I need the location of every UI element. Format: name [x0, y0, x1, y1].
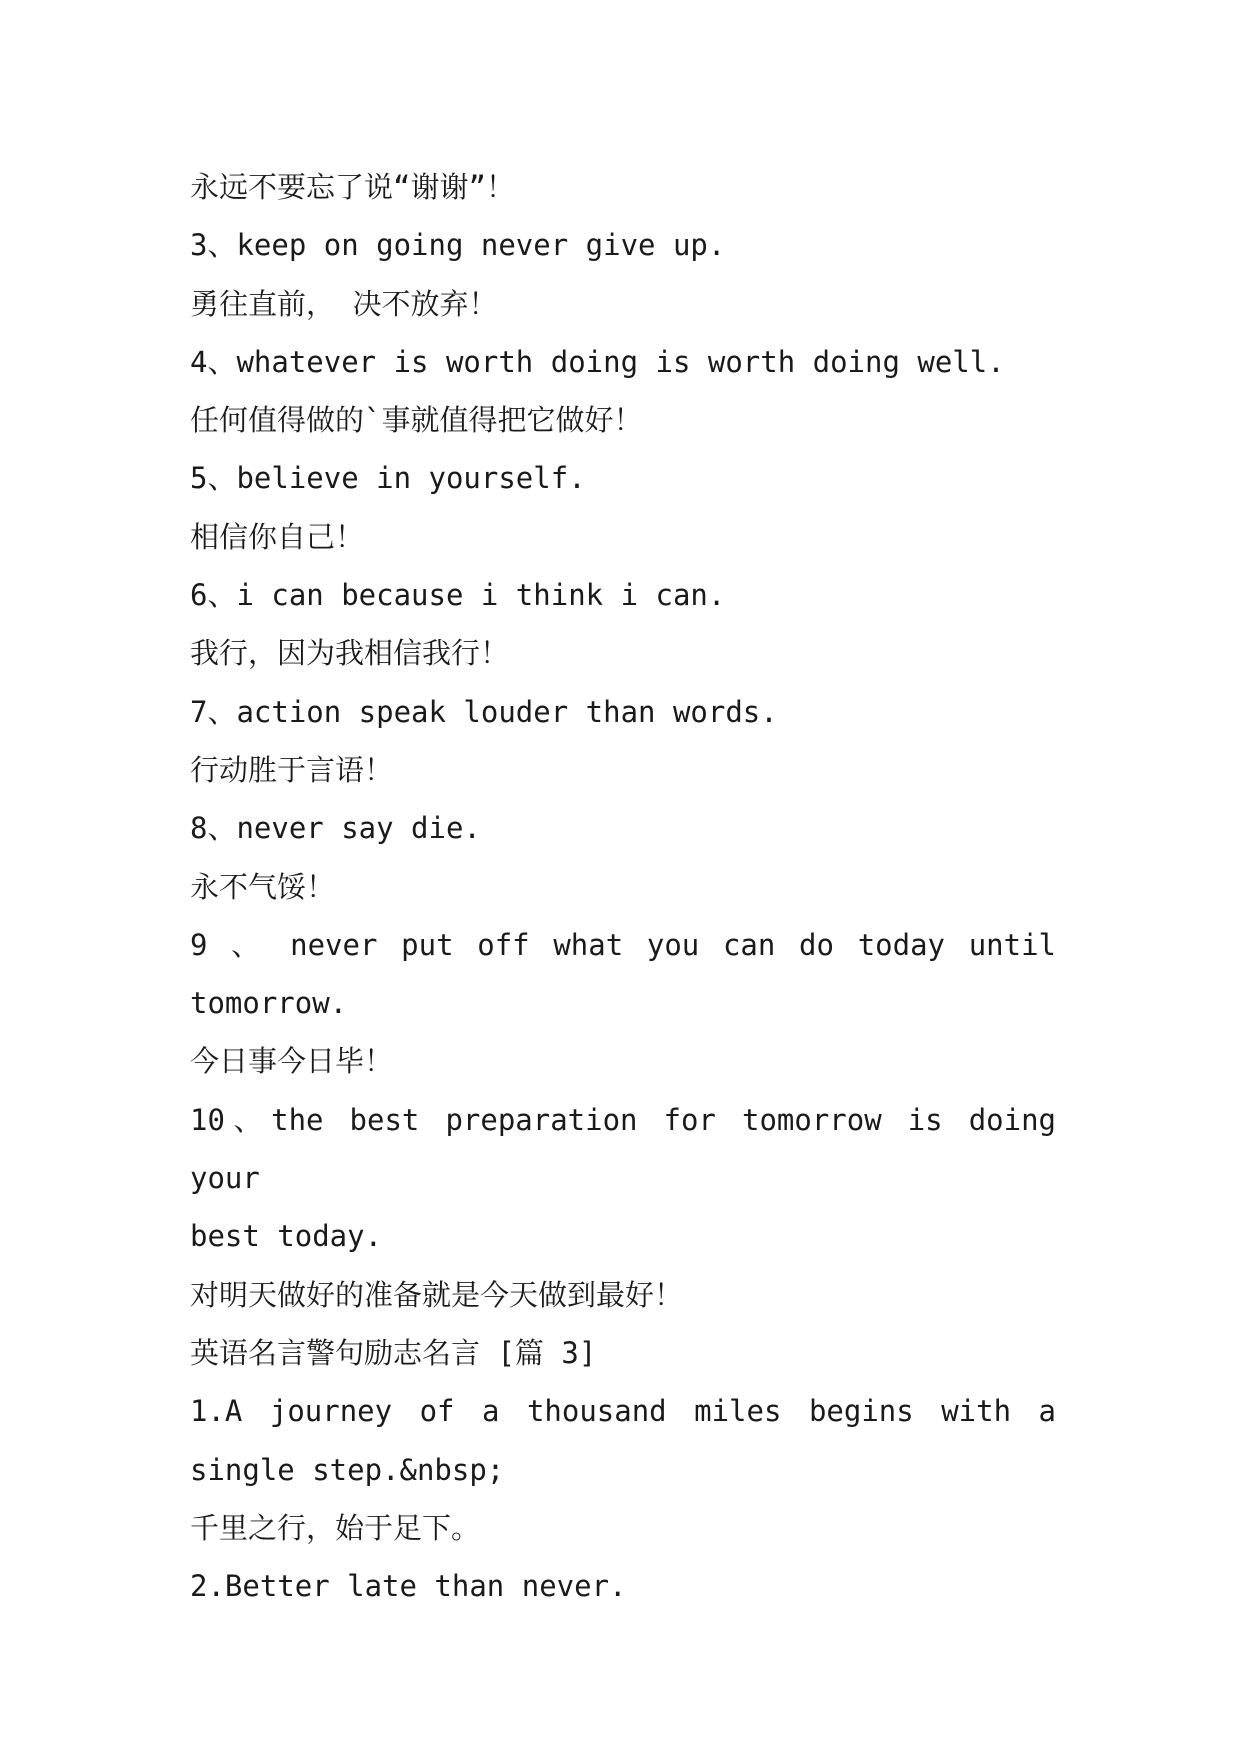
quote-8-chinese: 永不气馁！ [190, 869, 336, 904]
quote-10-english-line1: 10、the best preparation for tomorrow is doing your [190, 1102, 1056, 1196]
quote-6-english: 6、i can because i think i can. [190, 578, 726, 613]
quote-4-chinese: 任何值得做的`事就值得把它做好！ [190, 403, 643, 438]
quote-3-chinese: 勇往直前， 决不放弃！ [190, 286, 498, 321]
quote-9-english-line1: 9 、 never put off what you can do today until [190, 927, 1056, 962]
quote-10-english-line2: best today. [190, 1219, 383, 1254]
quote-9-english-line2: tomorrow. [190, 986, 348, 1021]
section3-quote-1-chinese: 千里之行，始于足下。 [190, 1510, 481, 1545]
quote-9-chinese: 今日事今日毕！ [190, 1044, 394, 1079]
section3-quote-1-english-line2: single step.&nbsp; [190, 1452, 505, 1487]
quote-7-chinese: 行动胜于言语！ [190, 752, 394, 787]
quote-3-english: 3、keep on going never give up. [190, 228, 726, 263]
section3-quote-1-english-line1: 1.A journey of a thousand miles begins with a [190, 1394, 1056, 1429]
section3-quote-2-english: 2.Better late than never. [190, 1569, 627, 1604]
quote-4-english: 4、whatever is worth doing is worth doing well. [190, 344, 1005, 379]
quote-6-chinese: 我行，因为我相信我行！ [190, 636, 510, 671]
quote-8-english: 8、never say die. [190, 811, 481, 846]
document-body [190, 158, 1056, 1615]
quote-7-english: 7、action speak louder than words. [190, 694, 778, 729]
section-heading: 英语名言警句励志名言 [篇 3] [190, 1335, 597, 1370]
quote-5-english: 5、believe in yourself. [190, 461, 586, 496]
text-line-thanks: 永远不要忘了说“谢谢”！ [190, 170, 515, 204]
quote-10-chinese: 对明天做好的准备就是今天做到最好！ [190, 1277, 684, 1312]
quote-5-chinese: 相信你自己！ [190, 519, 365, 554]
